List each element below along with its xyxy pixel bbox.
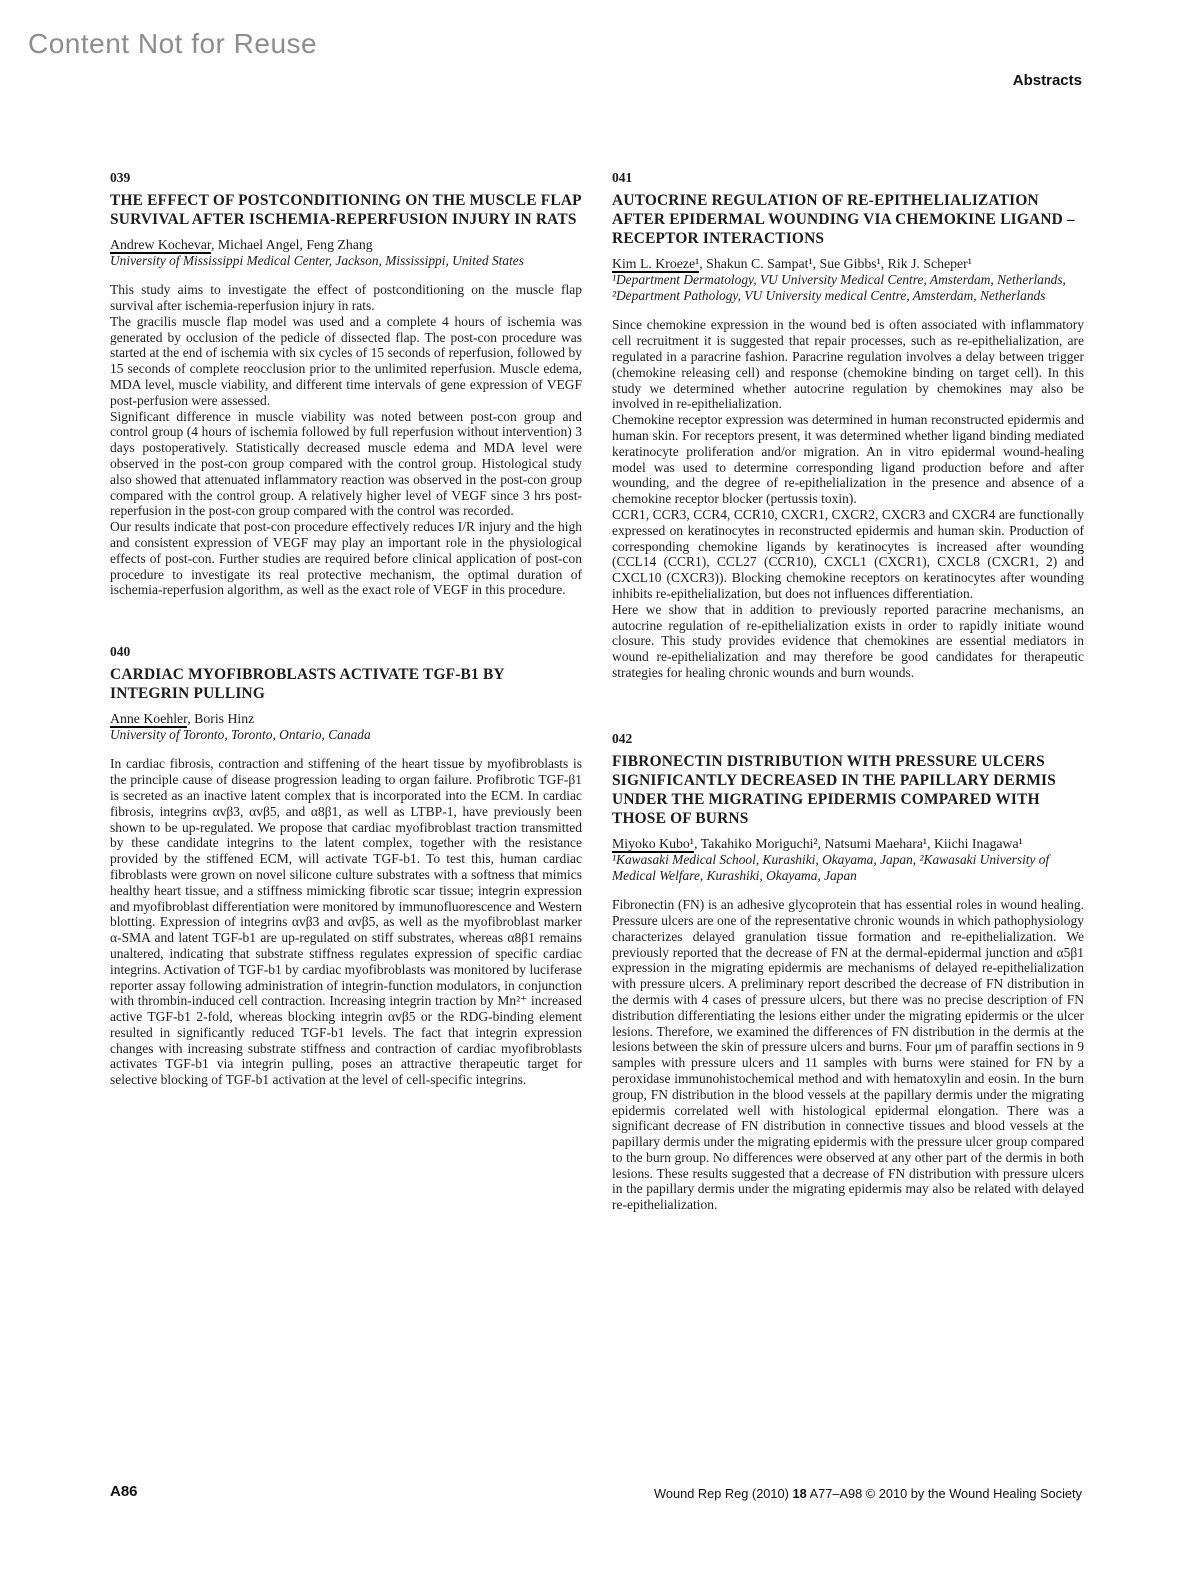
abstract-number: 040 bbox=[110, 644, 131, 660]
abstract-039 bbox=[110, 170, 582, 598]
abstract-body bbox=[110, 282, 582, 598]
abstract-title: FIBRONECTIN DISTRIBUTION WITH PRESSURE ULCERS SIGNIFICANTLY DECREASED IN THE PAPILLARY DERMIS UNDER THE MIGRATING EPIDERMIS COMPARED WITH THOSE OF BURNS bbox=[612, 752, 1057, 827]
abstract-title: CARDIAC MYOFIBROBLASTS ACTIVATE TGF-B1 BY INTEGRIN PULLING bbox=[110, 666, 505, 703]
first-author-underlined: Anne Koehler bbox=[110, 711, 188, 727]
abstract-042 bbox=[612, 731, 1084, 1213]
abstract-affiliation: University of Toronto, Toronto, Ontario, Canada bbox=[110, 727, 371, 743]
abstract-authors bbox=[612, 255, 1084, 272]
abstract-paragraph: Significant difference in muscle viability was noted between post-con group and control group (4 hours of ischemia followed by full reperfusion without intervention) 3 days postoperatively. Statistically decreased muscle edema and MDA level were observed in the post-con group compared with the control group. Histological study also showed that attenuated inflammatory reaction was observed in the post-con group compared with the control group. A relatively higher level of VEGF since 3 hrs post-reperfusion in the post-con group compared with the control was recorded. bbox=[110, 408, 582, 519]
other-authors: , Takahiko Moriguchi², Natsumi Maehara¹, Kiichi Inagawa¹ bbox=[693, 835, 1023, 851]
other-authors: , Michael Angel, Feng Zhang bbox=[210, 237, 373, 252]
other-authors: , Boris Hinz bbox=[187, 711, 255, 727]
abstract-affiliation: ¹Kawasaki Medical School, Kurashiki, Okayama, Japan, ²Kawasaki University of Medical Welfare, Kurashiki, Okayama, Japan bbox=[612, 851, 1050, 883]
abstract-040 bbox=[110, 644, 582, 1088]
other-authors: , Shakun C. Sampat¹, Sue Gibbs¹, Rik J. Scheper¹ bbox=[699, 256, 972, 271]
abstract-title: AUTOCRINE REGULATION OF RE-EPITHELIALIZATION AFTER EPIDERMAL WOUNDING VIA CHEMOKINE LIGAND – RECEPTOR INTERACTIONS bbox=[612, 192, 1075, 247]
page-section-header: Abstracts bbox=[1012, 72, 1082, 89]
footer-page-number: A86 bbox=[110, 1483, 138, 1500]
abstract-affiliation: University of Mississippi Medical Center, Jackson, Mississippi, United States bbox=[110, 253, 524, 268]
abstract-body bbox=[110, 756, 582, 1088]
first-author-underlined: Andrew Kochevar bbox=[110, 237, 211, 252]
abstract-body bbox=[612, 317, 1084, 680]
footer-journal-line bbox=[412, 1486, 1082, 1501]
abstract-authors bbox=[110, 710, 582, 727]
abstract-paragraph: Since chemokine expression in the wound bed is often associated with inflammatory cell recruitment it is suggested that repair processes, such as re-epithelialization, are regulated in a paracrine fashion. Paracrine regulation involves a delay between trigger (chemokine releasing cell) and response (chemokine binding on target cell). In this study we determined whether autocrine regulation by chemokines may also be involved in re-epithelialization. bbox=[612, 317, 1084, 412]
abstract-paragraph: This study aims to investigate the effect of postconditioning on the muscle flap survival after ischemia-reperfusion injury in rats. bbox=[110, 282, 582, 313]
abstract-paragraph: Here we show that in addition to previously reported paracrine mechanisms, an autocrine regulation of re-epithelialization exists in order to rapidly initiate wound closure. This study provides evidence that chemokines are essential mediators in wound re-epithelialization and may therefore be good candidates for therapeutic strategies for healing chronic wounds and burn wounds. bbox=[612, 601, 1084, 680]
left-column bbox=[110, 170, 582, 1088]
abstract-paragraph: Our results indicate that post-con procedure effectively reduces I/R injury and the high and consistent expression of VEGF may play an important role in the physiological effects of post-con. Further studies are required before clinical application of post-con procedure to investigate its real protective mechanism, the optimal duration of ischemia-reperfusion algorithm, as well as the exact role of VEGF in this procedure. bbox=[110, 519, 582, 598]
footer-journal-post: A77–A98 © 2010 by the Wound Healing Society bbox=[806, 1486, 1082, 1501]
first-author-underlined: Miyoko Kubo¹ bbox=[612, 835, 694, 851]
footer-journal-volume: 18 bbox=[792, 1486, 807, 1501]
footer-journal-pre: Wound Rep Reg (2010) bbox=[654, 1486, 793, 1501]
abstract-body bbox=[612, 897, 1084, 1213]
abstract-paragraph: In cardiac fibrosis, contraction and stiffening of the heart tissue by myofibroblasts is the principle cause of disease progression leading to organ failure. Profibrotic TGF-β1 is secreted as an inactive latent complex that is incorporated into the ECM. In cardiac fibrosis, integrins αvβ3, αvβ5, and α8β1, as well as LTBP-1, have previously been shown to be up-regulated. We propose that cardiac myofibroblast traction transmitted by these candidate integrins to the latent complex, together with the resistance provided by the stiffened ECM, will activate TGF-b1. To test this, human cardiac fibroblasts were grown on novel silicone culture substrates with a softness that mimics healthy heart tissue, and a stiffness mimicking fibrotic scar tissue; integrin expression and myofibroblast differentiation were monitored by immunofluorescence and Western blotting. Expression of integrins αvβ3 and αvβ5, as well as the myofibroblast marker α-SMA and latent TGF-b1 are up-regulated on stiff substrates, whereas α8β1 remains unaltered, indicating that substrate stiffness regulates expression of specific cardiac integrins. Activation of TGF-b1 by cardiac myofibroblasts was monitored by luciferase reporter assay following administration of integrin-function modulators, in conjunction with thrombin-induced cell contraction. Increasing integrin traction by Mn²⁺ increased active TGF-b1 2-fold, whereas blocking integrin αvβ5 or the RDG-binding element resulted in significantly reduced TGF-b1 levels. The fact that integrin expression changes with increasing substrate stiffness and contraction of cardiac myofibroblasts activates TGF-b1 via integrin pulling, poses an attractive therapeutic target for selective blocking of TGF-b1 activation at the level of cell-specific integrins. bbox=[110, 756, 582, 1088]
abstract-number: 042 bbox=[612, 730, 633, 746]
abstract-authors bbox=[612, 835, 1084, 852]
abstract-number: 041 bbox=[612, 170, 633, 185]
abstract-paragraph: The gracilis muscle flap model was used and a complete 4 hours of ischemia was generated by occlusion of the pedicle of dissected flap. The post-con procedure was started at the end of ischemia with six cycles of 15 seconds of reperfusion, followed by 15 seconds of complete reocclusion prior to the unlimited reperfusion. Muscle edema, MDA level, muscle viability, and different time intervals of gene expression of VEGF post-perfusion were assessed. bbox=[110, 313, 582, 408]
first-author-underlined: Kim L. Kroeze¹ bbox=[612, 256, 700, 271]
abstract-041 bbox=[612, 170, 1084, 681]
abstract-affiliation: ¹Department Dermatology, VU University Medical Centre, Amsterdam, Netherlands, ²Department Pathology, VU University medical Centre, Amsterdam, Netherlands bbox=[612, 272, 1066, 304]
abstract-paragraph: CCR1, CCR3, CCR4, CCR10, CXCR1, CXCR2, CXCR3 and CXCR4 are functionally expressed on keratinocytes in reconstructed epidermis and human skin. Production of corresponding chemokine ligands by keratinocytes is increased after wounding (CCL14 (CCR1), CCL27 (CCR10), CXCL1 (CXCR1), CXCL8 (CXCR1, 2) and CXCL10 (CXCR3)). Blocking chemokine receptors on keratinocytes after wounding inhibits re-epithelialization, but does not influences differentiation. bbox=[612, 506, 1084, 601]
right-column bbox=[612, 170, 1084, 1213]
abstract-paragraph: Fibronectin (FN) is an adhesive glycoprotein that has essential roles in wound healing. Pressure ulcers are one of the representative chronic wounds in which pathophysiology characterizes delayed granulation tissue formation and re-epithelialization. We previously reported that the decrease of FN at the dermal-epidermal junction and α5β1 expression in the migrating epidermis are mechanisms of delayed re-epithelialization with pressure ulcers. A preliminary report described the decrease of FN distribution in the dermis with 4 cases of pressure ulcers, but there was no precise description of FN distribution differentiating the lesions either under the migrating epidermis or the ulcer lesions. Therefore, we examined the differences of FN distribution in the dermis at the lesions between the skin of pressure ulcers and burns. Four μm of paraffin sections in 9 samples with pressure ulcers and 11 samples with burns were stained for FN by a peroxidase immunohistochemical method and with hematoxylin and eosin. In the burn group, FN distribution in the blood vessels at the papillary dermis under the migrating epidermis correlated well with histological epidermal elongation. There was a significant decrease of FN distribution in connective tissues and blood vessels at the papillary dermis under the migrating epidermis with the pressure ulcer group compared to the burn group. No differences were observed at any other part of the dermis in both lesions. These results suggested that a decrease of FN distribution with pressure ulcers in the papillary dermis under the migrating epidermis may also be related with delayed re-epithelialization. bbox=[612, 897, 1084, 1213]
abstract-number: 039 bbox=[110, 170, 131, 185]
watermark-content-not-for-reuse: Content Not for Reuse bbox=[28, 28, 318, 59]
abstract-authors bbox=[110, 236, 582, 253]
abstract-title: THE EFFECT OF POSTCONDITIONING ON THE MUSCLE FLAP SURVIVAL AFTER ISCHEMIA-REPERFUSION INJURY IN RATS bbox=[110, 192, 581, 228]
abstract-paragraph: Chemokine receptor expression was determined in human reconstructed epidermis and human skin. For receptors present, it was determined whether ligand binding mediated keratinocyte proliferation and/or migration. An in vitro epidermal wound-healing model was used to determine corresponding ligand production before and after wounding, and the degree of re-epithelialization in the presence and absence of a chemokine receptor blocker (pertussis toxin). bbox=[612, 412, 1084, 507]
